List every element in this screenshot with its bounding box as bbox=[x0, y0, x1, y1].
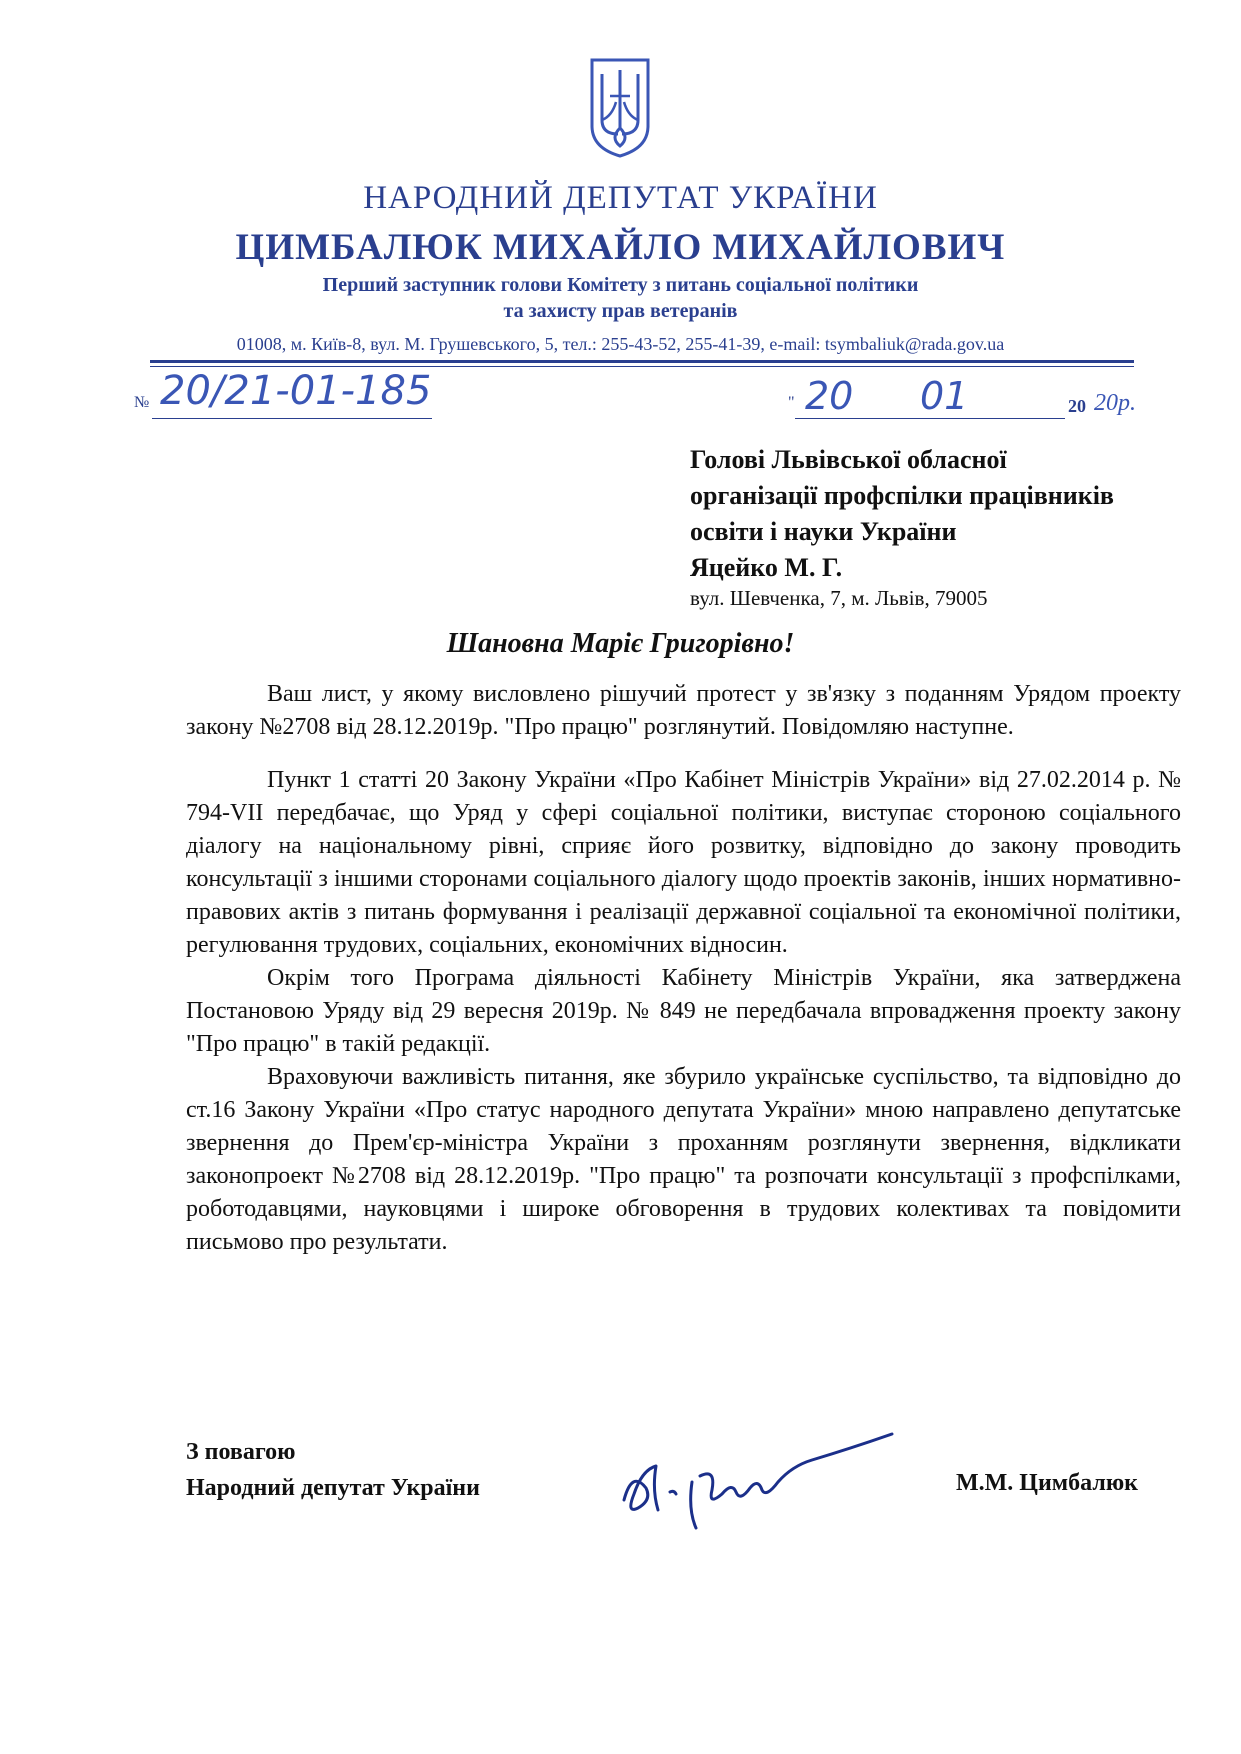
coat-of-arms-icon bbox=[588, 56, 652, 160]
position-line-2: та захисту прав ветеранів bbox=[503, 300, 738, 322]
position-line-1: Перший заступник голови Комітету з питань соціальної політики bbox=[322, 274, 919, 296]
closing-block bbox=[186, 1434, 480, 1506]
recipient-line-1: Голові Львівської обласної bbox=[690, 445, 1007, 474]
letterhead-address: 01008, м. Київ-8, вул. М. Грушевського, 5, тел.: 255-43-52, 255-41-39, e-mail: tsymbaliuk@rada.gov.ua bbox=[236, 334, 1005, 354]
body-paragraph-1: Ваш лист, у якому висловлено рішучий протест у зв'язку з поданням Урядом проекту закону №2708 від 28.12.2019р. "Про працю" розглянутий. Повідомляю наступне. bbox=[186, 681, 1181, 740]
reg-number-handwritten: 20/21-01-185 bbox=[160, 368, 432, 414]
letterhead-title: НАРОДНИЙ ДЕПУТАТ УКРАЇНИ bbox=[363, 180, 878, 216]
body-paragraph-4: Враховуючи важливість питання, яке збурило українське суспільство, та відповідно до ст.16 Закону України «Про статус народного депутата України» мною направлено депутатське звернення до Прем'єр-міністра України з проханням розглянути звернення, відкликати законопроект №2708 від 28.12.2019р. "Про працю" та розпочати консультації з профспілками, роботодавцями, науковцями і широке обговорення в трудових колективах та повідомити письмово про результати. bbox=[186, 1064, 1181, 1255]
recipient-address: вул. Шевченка, 7, м. Львів, 79005 bbox=[690, 586, 988, 610]
letterhead-divider bbox=[150, 360, 1134, 363]
date-year-prefix: 20 bbox=[1068, 396, 1086, 416]
reg-number-prefix: № bbox=[134, 394, 150, 411]
recipient-line-2: організації профспілки працівників bbox=[690, 481, 1114, 510]
letterhead-position bbox=[0, 272, 1241, 324]
letter-body bbox=[186, 678, 1181, 1259]
closing-regards: З повагою bbox=[186, 1439, 296, 1465]
date-month-handwritten: 01 bbox=[920, 374, 969, 418]
letterhead-name: ЦИМБАЛЮК МИХАЙЛО МИХАЙЛОВИЧ bbox=[235, 227, 1006, 268]
date-year-handwritten: 20р. bbox=[1094, 390, 1136, 416]
date-open-quote: " bbox=[788, 394, 795, 411]
recipient-line-3: освіти і науки України bbox=[690, 517, 957, 546]
letterhead-divider-thin bbox=[150, 366, 1134, 367]
recipient-block bbox=[690, 442, 1114, 586]
signer-name: М.М. Цимбалюк bbox=[956, 1470, 1138, 1496]
date-day-handwritten: 20 bbox=[805, 374, 854, 418]
date-line bbox=[795, 418, 1065, 419]
reg-number-line bbox=[152, 418, 432, 419]
closing-title: Народний депутат України bbox=[186, 1475, 480, 1501]
handwritten-signature bbox=[612, 1430, 902, 1540]
body-paragraph-2: Пункт 1 статті 20 Закону України «Про Кабінет Міністрів України» від 27.02.2014 р. № 794-VII передбачає, що Уряд у сфері соціальної політики, виступає стороною соціального діалогу на національному рівні, сприяє його розвитку, відповідно до закону проводить консультації з іншими сторонами соціального діалогу щодо проектів законів, інших нормативно-правових актів з питань формування і реалізації державної соціальної та економічної політики, регулювання трудових, соціальних, економічних відносин. bbox=[186, 767, 1181, 958]
body-paragraph-3: Окрім того Програма діяльності Кабінету Міністрів України, яка затверджена Постановою Уряду від 29 вересня 2019р. № 849 не передбачала впровадження проекту закону "Про працю" в такій редакції. bbox=[186, 965, 1181, 1057]
recipient-name: Яцейко М. Г. bbox=[690, 553, 843, 582]
salutation: Шановна Маріє Григорівно! bbox=[446, 628, 795, 659]
